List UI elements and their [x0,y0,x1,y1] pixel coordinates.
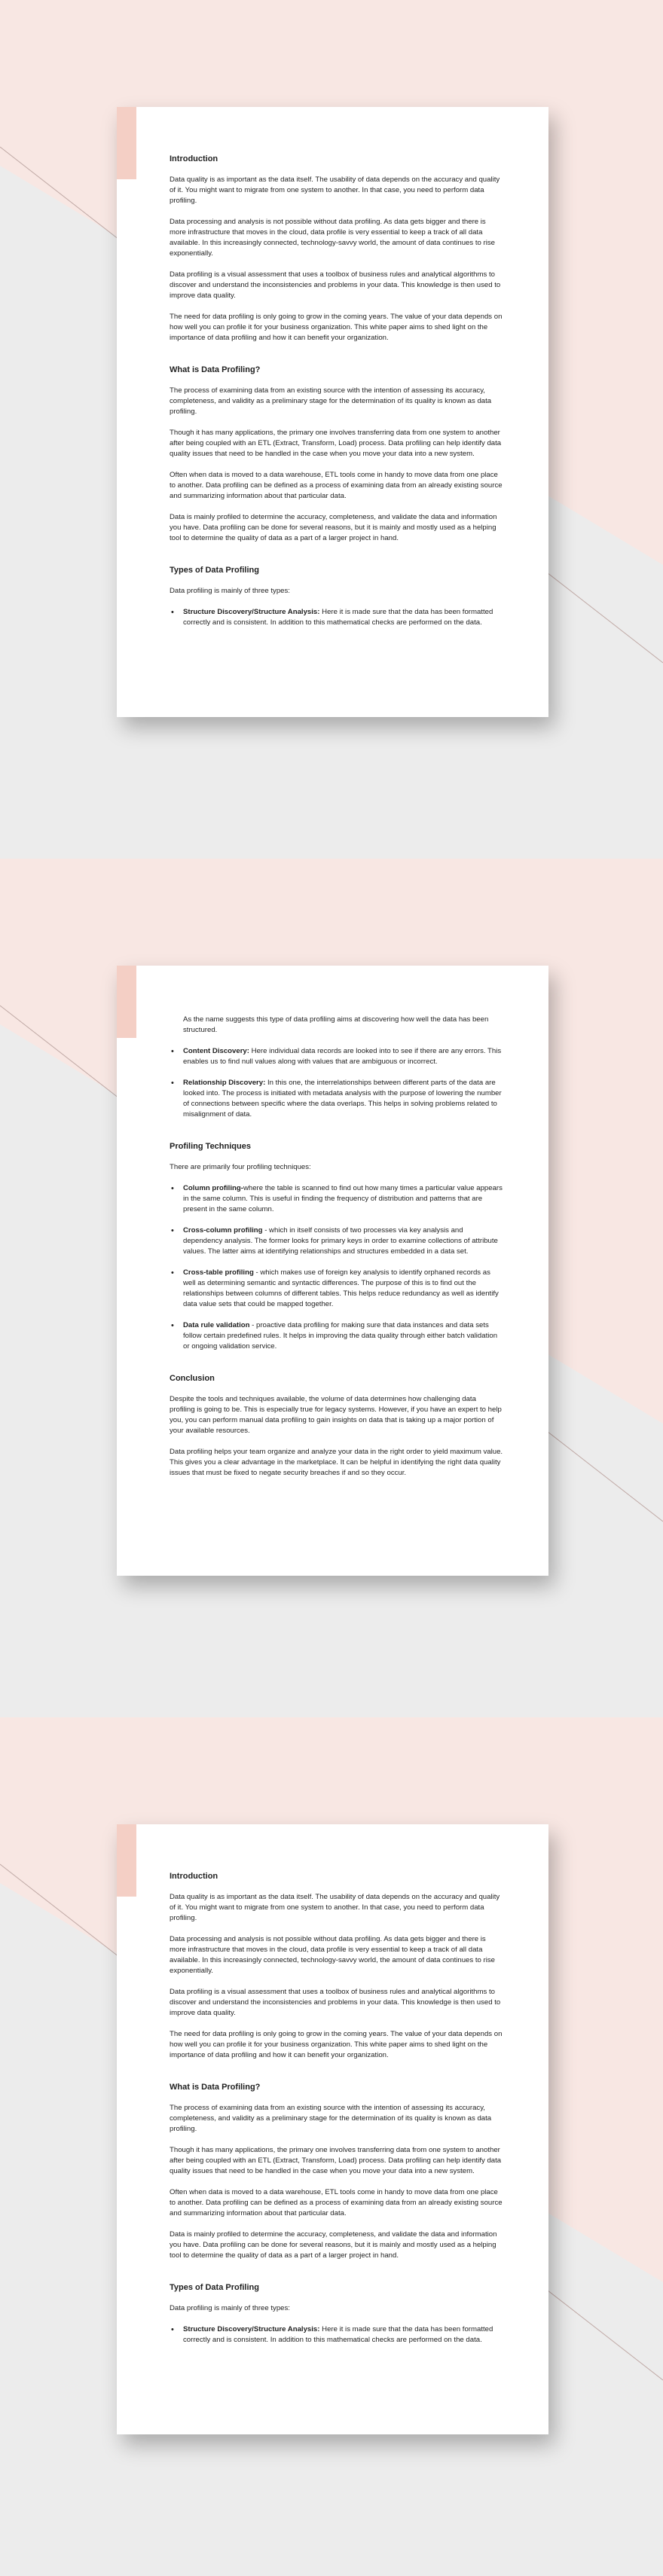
paragraph: Data processing and analysis is not possible without data profiling. As data gets bigger and there is more infrastructure that moves in the cloud, data profile is very essential to keep a track of all data available. In this increasingly connected, technology-savvy world, the amount of data continues to rise exponentially. [170,1935,495,1975]
accent-tab [117,107,136,179]
section-heading: Types of Data Profiling [170,566,259,575]
section-heading: Types of Data Profiling [170,2283,259,2292]
bullet-list [170,607,503,628]
paragraph: There are primarily four profiling techniques: [170,1163,311,1171]
list-item [170,1268,503,1310]
list-item [170,1046,503,1067]
list-item-text: Here it is made sure that the data has been formatted correctly and is consistent. In addition to this mathematical checks are performed on the data. [183,608,493,627]
section-heading: Profiling Techniques [170,1142,251,1151]
preview-panel-2 [0,859,663,1717]
paragraph: Data is mainly profiled to determine the accuracy, completeness, and validate the data and information you have. Data profiling can be done for several reasons, but it is mainly and mostly used as a helping tool to determine the quality of data as a part of a larger project in hand. [170,513,497,542]
paragraph: Data processing and analysis is not possible without data profiling. As data gets bigger and there is more infrastructure that moves in the cloud, data profile is very essential to keep a track of all data available. In this increasingly connected, technology-savvy world, the amount of data continues to rise exponentially. [170,218,495,258]
list-item-title: Data rule validation [183,1321,250,1329]
list-item-text: Here individual data records are looked into to see if there are any errors. This enables us to find null values along with values that are ambiguous or incorrect. [183,1047,502,1066]
accent-tab [117,966,136,1038]
list-item [170,1078,503,1120]
section-heading: Introduction [170,154,218,163]
list-item-text: - proactive data profiling for making sure that data instances and data sets follow certain predefined rules. It helps in improving the data quality through either batch validation or ongoing validation service. [183,1321,498,1351]
list-item-text: where the table is scanned to find out how many times a particular value appears in the same column. This is useful in finding the frequency of distribution and patterns that are present in the same column. [183,1184,503,1213]
list-item [170,1183,503,1215]
accent-tab [117,1824,136,1897]
paragraph: Data quality is as important as the data itself. The usability of data depends on the accuracy and quality of it. You might want to migrate from one system to another. In that case, you need to perform data profiling. [170,1893,500,1922]
paragraph: The process of examining data from an existing source with the intention of assessing its accuracy, completeness, and validity as a preliminary stage for the determination of its quality is known as data profiling. [170,386,492,416]
section-heading: What is Data Profiling? [170,2083,261,2092]
paragraph: The process of examining data from an existing source with the intention of assessing its accuracy, completeness, and validity as a preliminary stage for the determination of its quality is known as data profiling. [170,2104,492,2133]
list-item-title: Cross-table profiling [183,1268,254,1277]
list-item-title: Content Discovery: [183,1047,249,1055]
paragraph: Data profiling helps your team organize and analyze your data in the right order to yield maximum value. This gives you a clear advantage in the marketplace. It can be helpful in identifying the right data quality issues that must be fixed to negate security breaches if and so they occur. [170,1448,503,1477]
paragraph: Often when data is moved to a data warehouse, ETL tools come in handy to move data from one place to another. Data profiling can be defined as a process of examining data from an already existing source and summarizing information about that particular data. [170,471,503,500]
paragraph: Data is mainly profiled to determine the accuracy, completeness, and validate the data and information you have. Data profiling can be done for several reasons, but it is mainly and mostly used as a helping tool to determine the quality of data as a part of a larger project in hand. [170,2230,497,2260]
paragraph: Though it has many applications, the primary one involves transferring data from one system to another after being coupled with an ETL (Extract, Transform, Load) process. Data profiling can help identify data quality issues that need to be handled in the case when you move your data into a new system. [170,2146,502,2175]
paragraph: Data profiling is mainly of three types: [170,587,290,595]
paragraph: Though it has many applications, the primary one involves transferring data from one system to another after being coupled with an ETL (Extract, Transform, Load) process. Data profiling can help identify data quality issues that need to be handled in the case when you move your data into a new system. [170,429,502,458]
paragraph: Despite the tools and techniques available, the volume of data determines how challenging data profiling is going to be. This is especially true for legacy systems. However, if you have an expert to help you, you can perform manual data profiling to gain insights on data that is taking up a major portion of your available resources. [170,1395,502,1435]
bullet-list [170,1046,503,1120]
document-page [117,966,548,1576]
bullet-list [170,1183,503,1352]
list-item [170,1320,503,1352]
section-heading: What is Data Profiling? [170,365,261,374]
document-page [117,1824,548,2434]
paragraph: Data quality is as important as the data itself. The usability of data depends on the accuracy and quality of it. You might want to migrate from one system to another. In that case, you need to perform data profiling. [170,175,500,205]
list-item-title: Cross-column profiling [183,1226,263,1235]
preview-panel-3 [0,1717,663,2576]
page-content [170,1015,503,1489]
paragraph: Data profiling is mainly of three types: [170,2304,290,2312]
list-item-text: - which makes use of foreign key analysis to identify orphaned records as well as determining semantic and syntactic differences. The purpose of this is to find out the relationships between columns of different tables. This helps reduce redundancy as well as identify data value sets that could be mapped together. [183,1268,499,1308]
paragraph: Often when data is moved to a data warehouse, ETL tools come in handy to move data from one place to another. Data profiling can be defined as a process of examining data from an already existing source and summarizing information about that particular data. [170,2188,503,2217]
section-heading: Introduction [170,1872,218,1881]
paragraph: As the name suggests this type of data profiling aims at discovering how well the data has been structured. [183,1015,489,1034]
list-item-title: Column profiling- [183,1184,243,1192]
bullet-list [170,2324,503,2346]
section-heading: Conclusion [170,1374,215,1383]
list-item-title: Structure Discovery/Structure Analysis: [183,608,320,616]
paragraph: The need for data profiling is only going to grow in the coming years. The value of your data depends on how well you can profile it for your business organization. This white paper aims to shed light on the importance of data profiling and how it can benefit your organization. [170,2030,503,2059]
preview-panel-1 [0,0,663,859]
paragraph: Data profiling is a visual assessment that uses a toolbox of business rules and analytical algorithms to discover and understand the inconsistencies and problems in your data. This knowledge is then used to improve data quality. [170,1988,501,2017]
list-item [170,607,503,628]
list-item [170,2324,503,2346]
list-item-title: Relationship Discovery: [183,1079,266,1087]
list-item-text: In this one, the interrelationships between different parts of the data are looked into. The process is initiated with metadata analysis with the purpose of lowering the number of connections between specific where the data overlaps. This helps in solving problems related to misalignment of data. [183,1079,502,1119]
document-page [117,107,548,717]
page-content [170,1871,503,2356]
list-item-text: Here it is made sure that the data has been formatted correctly and is consistent. In addition to this mathematical checks are performed on the data. [183,2325,493,2344]
list-item-title: Structure Discovery/Structure Analysis: [183,2325,320,2333]
list-item-text: - which in itself consists of two processes via key analysis and dependency analysis. The former looks for primary keys in order to examine collections of attribute values. The latter aims at identifying relationships and structures embedded in a data set. [183,1226,498,1256]
paragraph: Data profiling is a visual assessment that uses a toolbox of business rules and analytical algorithms to discover and understand the inconsistencies and problems in your data. This knowledge is then used to improve data quality. [170,270,501,300]
list-item [170,1225,503,1257]
paragraph: The need for data profiling is only going to grow in the coming years. The value of your data depends on how well you can profile it for your business organization. This white paper aims to shed light on the importance of data profiling and how it can benefit your organization. [170,313,503,342]
page-content [170,154,503,639]
